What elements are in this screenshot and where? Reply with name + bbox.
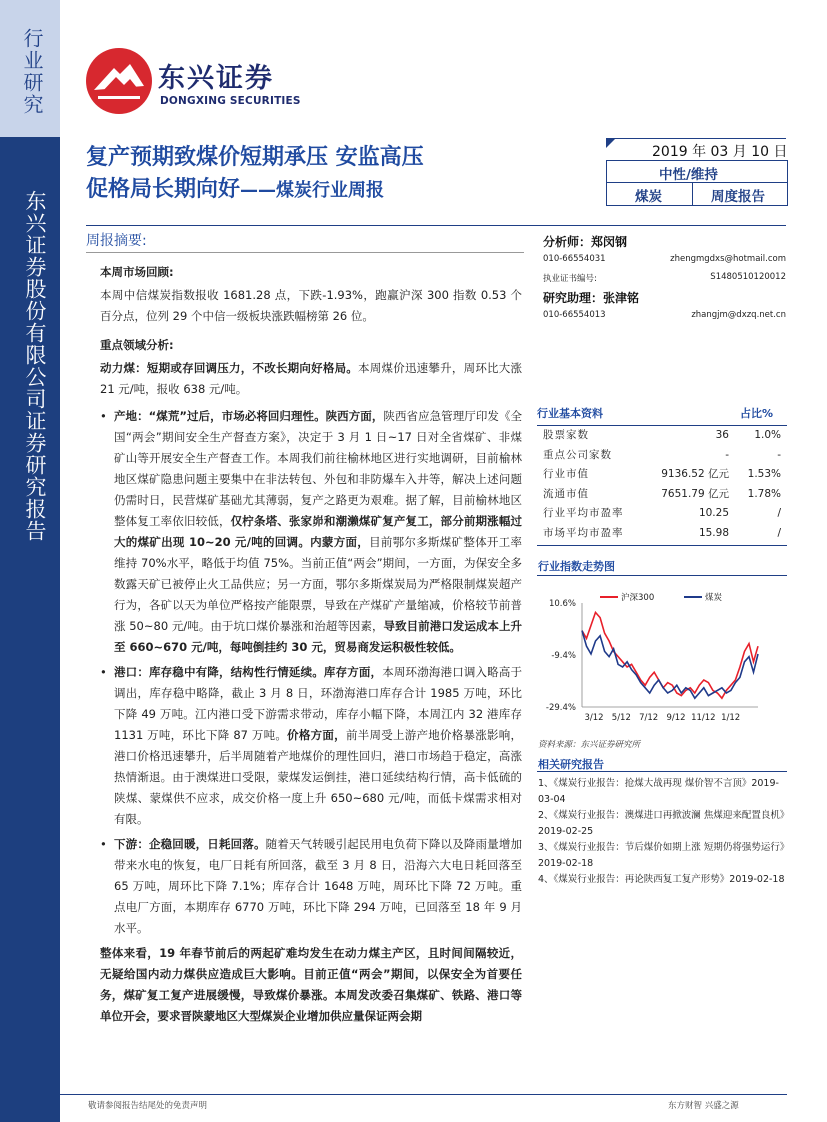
legend-label: 煤炭 [705,593,723,603]
related-report-item: 4、《煤炭行业报告：再论陕西复工复产形势》2019-02-18 [538,874,785,885]
footer-disclaimer: 敬请参阅报告结尾处的免责声明 [88,1101,208,1111]
related-report-item: 3、《煤炭行业报告：节后煤价如期上涨 短期仍将强势运行》2019-02-18 [538,842,790,869]
table-cell-label: 流通市值 [543,487,589,500]
report-title-line2 [86,174,384,207]
bullet-icon: • [100,837,107,851]
table-col-pct: 占比% [740,407,774,420]
table-cell-value: 10.25 [698,507,729,519]
industry-basic-table [537,405,787,546]
sidebar-category-label: 行业研究 [20,28,44,116]
report-title-sub: ——煤炭行业周报 [240,180,385,201]
assistant-phone: 010-66554013 [543,310,606,320]
port-bold-2: 价格方面， [287,728,346,742]
x-tick-label: 11/12 [691,713,716,723]
related-rule [537,771,787,772]
assistant-contact [543,310,786,326]
port-text-2: 前半周受上游产地价格暴涨影响，港口价格迅速攀升，后半周随着产地煤价的理性回归，港口市场趋于稳定，高涨热情渐退。由于澳煤进口受限，蒙煤发运倒挂，港口延续结构行情，高卡低硫的陕煤、蒙煤供不应求，成交价格一度上升 650~680 元/吨，而低卡煤需求相对有限。 [114,728,523,826]
footer-rule [60,1094,787,1095]
chart-source: 资料来源：东兴证券研究所 [538,740,641,750]
report-title-line1: 复产预期致煤价短期承压 安监高压 [86,145,424,170]
thermal-coal-headline: 动力煤：短期或存回调压力，不改长期向好格局。 [100,361,359,375]
chart-title: 行业指数走势图 [538,560,615,573]
downstream-text: 随着天气转暖引起民用电负荷下降以及降雨量增加带来水电的恢复，电厂日耗有所回落，截至 3 月 8 日，沿海六大电日耗回落至 65 万吨，周环比下降 7.1%；库存合计 1648 万吨，周环比下降 72 万吨。重点电厂方面，本期库存 6770 万吨，环比下降 294 万吨，已回落至 18 年 9 月水平。 [114,837,523,935]
origin-text-1: 陕西省应急管理厅印发《全国“两会”期间安全生产督查方案》，决定于 3 月 1 日~17 日对全省煤矿、非煤矿山等开展安全生产督查工作。本周我们前往榆林地区进行实地调研，目前榆林地区煤矿隐患问题主要集中在非法转包、外包和非防爆车入井等，解决上述问题仍需时日，民营煤矿基础尤其薄弱，复产之路更为艰难。据了解，目前榆林地区整体复工率依旧较低， [114,409,522,528]
origin-headline: 产地：“煤荒”过后，市场必将回归理性。陕西方面， [114,409,384,423]
table-cell-value: - [725,448,729,461]
bullet-icon: • [100,409,107,423]
report-date: 2019 年 03 月 10 日 [652,144,788,160]
logo-english-name: DONGXING SECURITIES [160,95,301,107]
table-cell-pct: 1.53% [747,468,781,480]
port-para [100,662,522,830]
table-row [537,426,787,446]
table-cell-label: 行业平均市盈率 [543,507,624,519]
market-review-title: 本周市场回顾: [100,265,174,279]
table-cell-pct: 1.78% [747,487,781,500]
table-cell-label: 股票家数 [543,429,589,441]
x-tick-label: 3/12 [584,713,604,723]
origin-bold-2: 仅柠条塔、张家峁和潮濑煤矿复产复工，部分前期涨幅过大的煤矿出现 10~20 元/吨的回调。内蒙方面， [114,514,523,549]
dongxing-logo-icon [84,46,154,116]
table-cell-value: 15.98 [698,526,729,539]
analyst-phone: 010-66554031 [543,254,606,264]
bullet-icon: • [100,665,107,679]
related-report-item: 2、《煤炭行业报告：澳煤进口再掀波澜 焦煤迎来配置良机》2019-02-25 [538,810,790,837]
table-row [537,465,787,485]
report-title-main: 促格局长期向好 [86,177,241,202]
analyst-panel [543,233,786,326]
header-divider [86,225,786,226]
table-header [537,405,787,421]
table-cell-pct: / [777,507,781,519]
cert-number: S1480510120012 [710,272,786,282]
table-cell-pct: - [777,448,781,461]
key-areas-title: 重点领域分析: [100,338,174,352]
footer-slogan: 东方财智 兴盛之源 [668,1101,739,1111]
analyst-email: zhengmgdxs@hotmail.com [670,254,786,264]
rating-label: 中性/维持 [659,167,718,183]
table-cell-value: 9136.52 亿元 [661,468,729,480]
analyst-contact [543,254,786,270]
y-tick-label: -9.4% [551,651,576,661]
x-tick-label: 9/12 [666,713,686,723]
table-cell-label: 行业市值 [543,468,589,480]
rating-box-vdivider [692,183,693,205]
table-row [537,524,787,544]
table-bottom-rule [537,545,787,546]
overall-para: 整体来看，19 年春节前后的两起矿难均发生在动力煤主产区，且时间间隔较近，无疑给国内动力煤供应造成巨大影响。目前正值“两会”期间，以保安全为首要任务，煤矿复工复产进展缓慢，导致煤价暴涨。本周发改委召集煤矿、铁路、港口等单位开会，要求晋陕蒙地区大型煤炭企业增加供应量保证两会期 [100,946,522,1023]
table-rows [537,426,787,543]
table-cell-label: 重点公司家数 [543,448,612,461]
downstream-headline: 下游：企稳回暖，日耗回落。 [114,837,266,851]
thermal-coal-para [100,358,522,400]
x-tick-label: 1/12 [721,713,741,723]
legend-label: 沪深300 [621,593,655,603]
origin-para [100,406,522,658]
table-cell-value: 7651.79 亿元 [661,487,729,500]
related-title: 相关研究报告 [538,758,604,771]
cert-label: 执业证书编号: [543,274,597,284]
y-tick-label: 10.6% [548,599,576,609]
thermal-coal-text: 本周煤价迅速攀升，周环比大涨 21 元/吨，报收 638 元/吨。 [100,361,523,396]
x-tick-label: 7/12 [639,713,659,723]
rating-box [606,160,788,206]
table-cell-pct: 1.0% [754,429,781,441]
table-row [537,446,787,466]
cert-row [543,272,786,288]
table-cell-label: 市场平均市盈率 [543,526,624,539]
table-row [537,504,787,524]
date-corner-mark [606,138,616,148]
sidebar-company-label: 东兴证券股份有限公司证券研究报告 [23,190,47,542]
table-cell-pct: / [777,526,781,539]
logo-chinese-name: 东兴证券 [158,63,274,94]
analyst-name: 分析师：郑闵钢 [543,235,628,249]
chart-title-rule [537,575,787,576]
summary-heading: 周报摘要: [86,233,147,249]
industry-label: 煤炭 [635,189,662,205]
assistant-name: 研究助理：张津铭 [543,291,640,305]
market-review-text: 本周中信煤炭指数报收 1681.28 点，下跌-1.93%，跑赢沪深 300 指数 0.53 个百分点，位列 29 个中信一级板块涨跌幅榜第 26 位。 [100,288,522,323]
origin-bold-3: 导致目前港口发运成本上升至 660~670 元/吨，每吨倒挂约 30 元，贸易商发运积极性较低。 [114,619,522,654]
report-type-label: 周度报告 [711,189,765,205]
related-list [538,776,790,888]
y-tick-label: -29.4% [545,703,576,713]
summary-body [100,262,522,1027]
table-title: 行业基本资料 [537,407,603,420]
port-text-1: 本周环渤海港口调入略高于调出，库存稳中略降，截止 3 月 8 日，环渤海港口库存合计 1985 万吨，环比下降 49 万吨。江内港口受下游需求带动，库存小幅下降，本周江内 32 港库存 1131 万吨，环比下降 87 万吨。 [114,665,522,742]
origin-text-2: 目前鄂尔多斯煤矿整体开工率维持 70%水平，略低于均值 75%。当前正值“两会”期间，一方面，为保安全多数露天矿已被停止火工品供应；另一方面，鄂尔多斯煤炭局为严格限制煤炭超产行为，各矿以天为单位严格按产能限票，导致在产煤矿产量缩减，价格较节前普涨 50~80 元/吨。由于坑口煤价暴涨和治超等因素， [114,535,522,633]
date-rule [606,138,786,139]
summary-underline [86,252,524,253]
table-cell-value: 36 [715,429,729,441]
assistant-email: zhangjm@dxzq.net.cn [691,310,786,320]
table-row [537,485,787,505]
industry-index-chart [538,585,788,735]
downstream-para [100,834,522,939]
x-tick-label: 5/12 [611,713,631,723]
related-report-item: 1、《煤炭行业报告：抢煤大战再现 煤价智不言顶》2019-03-04 [538,778,779,805]
port-headline: 港口：库存稳中有降，结构性行情延续。库存方面， [114,665,383,679]
